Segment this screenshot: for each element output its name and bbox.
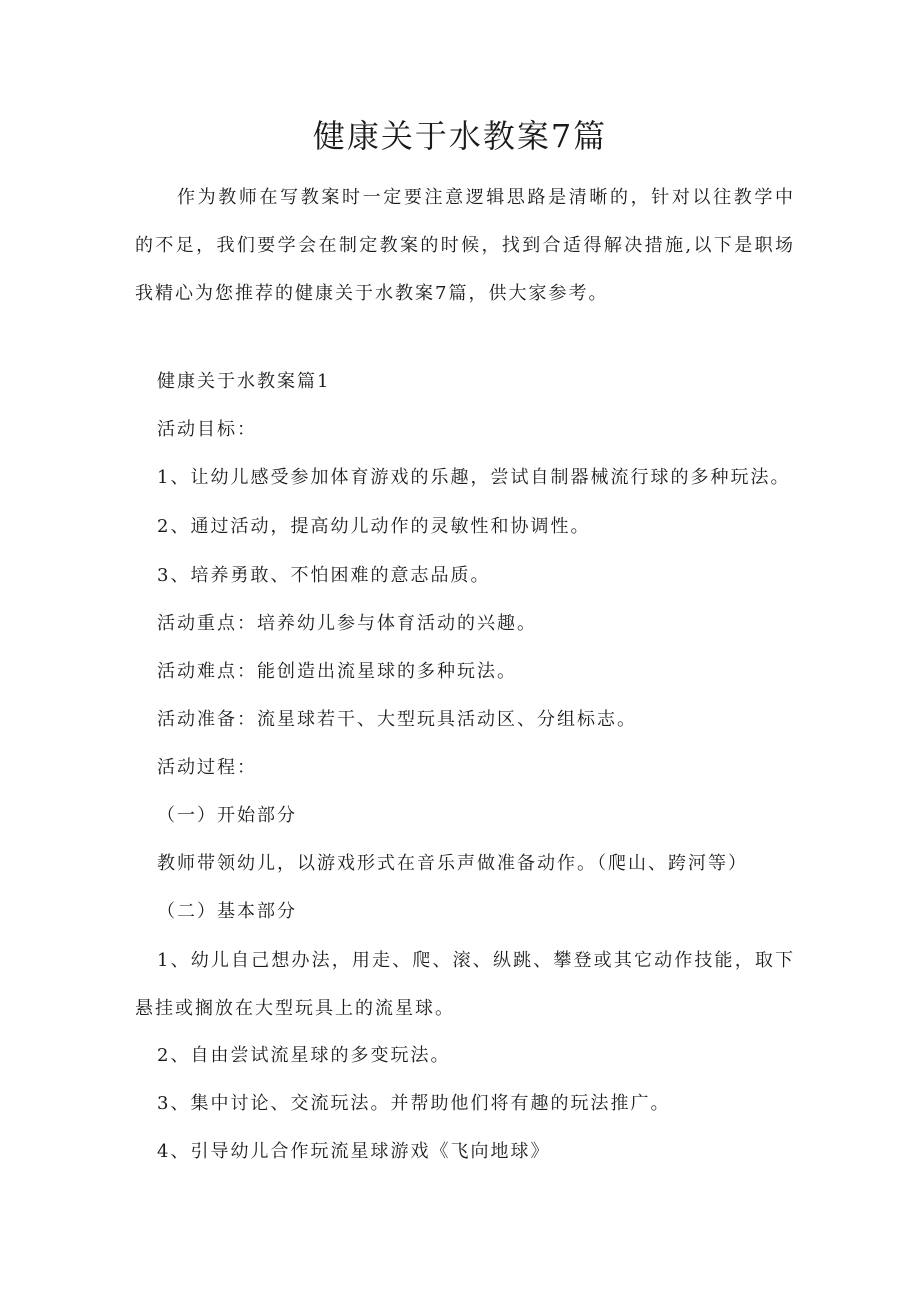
key-point: 活动重点：培养幼儿参与体育活动的兴趣。 [157, 613, 537, 634]
section-heading: 健康关于水教案篇1 [157, 371, 331, 392]
process-label: 活动过程： [157, 757, 257, 778]
part-1-text: 教师带领幼儿，以游戏形式在音乐声做准备动作。（爬山、跨河等） [157, 853, 748, 874]
difficulty-point: 活动难点：能创造出流星球的多种玩法。 [157, 661, 517, 682]
preparation: 活动准备：流星球若干、大型玩具活动区、分组标志。 [157, 709, 637, 730]
document-title: 健康关于水教案7篇 [312, 117, 608, 155]
step-3: 3、集中讨论、交流玩法。并帮助他们将有趣的玩法推广。 [157, 1093, 671, 1114]
step-1: 1、幼儿自己想办法，用走、爬、滚、纵跳、攀登或其它动作技能，取下悬挂或搁放在大型玩具上的流星球。 [135, 950, 795, 1019]
intro-paragraph: 作为教师在写教案时一定要注意逻辑思路是清晰的，针对以往教学中的不足，我们要学会在制定教案的时候，找到合适得解决措施,以下是职场我精心为您推荐的健康关于水教案7篇，供大家参考。 [135, 187, 795, 304]
goal-item-2: 2、通过活动，提高幼儿动作的灵敏性和协调性。 [157, 516, 591, 537]
goals-label: 活动目标： [157, 419, 257, 440]
step-4: 4、引导幼儿合作玩流星球游戏《飞向地球》 [157, 1141, 551, 1162]
step-2: 2、自由尝试流星球的多变玩法。 [157, 1045, 451, 1066]
goal-item-1: 1、让幼儿感受参加体育游戏的乐趣，尝试自制器械流行球的多种玩法。 [157, 467, 791, 488]
part-heading-2: （二）基本部分 [157, 901, 297, 922]
part-heading-1: （一）开始部分 [157, 805, 297, 826]
goal-item-3: 3、培养勇敢、不怕困难的意志品质。 [157, 565, 491, 586]
